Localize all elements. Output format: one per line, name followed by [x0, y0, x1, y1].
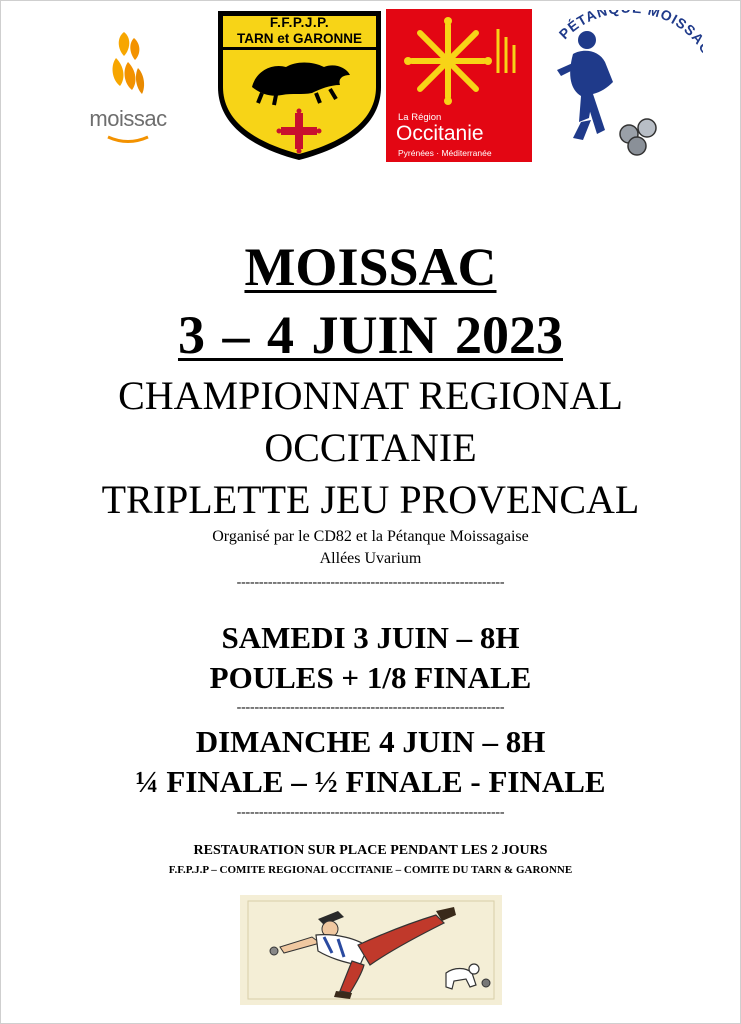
- moissac-logo: [88, 28, 168, 148]
- ffpjp-title: F.F.P.J.P.: [269, 15, 330, 30]
- occitan-cross-icon: [386, 9, 532, 109]
- day1-detail: POULES + 1/8 FINALE: [209, 660, 532, 695]
- petanque-moissagaise-logo: [543, 10, 703, 160]
- committees-line: F.F.P.J.P – COMITE REGIONAL OCCITANIE – COMITE DU TARN & GARONNE: [168, 864, 573, 876]
- occitanie-subtitle: Pyrénées · Méditerranée: [398, 148, 492, 158]
- moissac-logo-text: moissac: [89, 106, 167, 131]
- occitanie-name: Occitanie: [396, 122, 484, 145]
- day1-heading: SAMEDI 3 JUIN – 8H: [221, 620, 520, 655]
- separator-1: ------------------------------------------------------------: [236, 575, 505, 590]
- event-line-1: CHAMPIONNAT REGIONAL: [118, 373, 623, 418]
- petanque-arc-text: PÉTAN MOISS: [555, 10, 700, 43]
- title-city: MOISSAC: [244, 237, 497, 297]
- separator-2: ------------------------------------------------------------: [236, 700, 505, 715]
- occitanie-region-label: La Région: [398, 112, 442, 123]
- petanque-player-icon: [543, 10, 703, 160]
- organizer-text: Organisé par le CD82 et la Pétanque Moissagaise: [212, 528, 529, 545]
- petanque-illustration: [240, 895, 502, 1005]
- ffpjp-shield-logo: [216, 9, 383, 162]
- event-line-3: TRIPLETTE JEU PROVENCAL: [101, 477, 640, 522]
- catering-note: RESTAURATION SUR PLACE PENDANT LES 2 JOURS: [193, 843, 548, 858]
- petanque-thrower-illustration-icon: [240, 895, 502, 1005]
- day2-detail: ¼ FINALE – ½ FINALE - FINALE: [135, 764, 606, 799]
- title-dates: 3 – 4 JUIN 2023: [177, 305, 563, 365]
- separator-3: ------------------------------------------------------------: [236, 805, 505, 820]
- event-line-2: OCCITANIE: [264, 425, 477, 470]
- moissac-swoosh-icon: [106, 134, 150, 144]
- occitanie-logo: [386, 9, 532, 162]
- moissac-emblem-icon: [110, 28, 146, 104]
- day2-heading: DIMANCHE 4 JUIN – 8H: [195, 724, 546, 759]
- location-text: Allées Uvarium: [319, 550, 422, 567]
- ffpjp-subtitle: TARN et GARONNE: [236, 31, 362, 46]
